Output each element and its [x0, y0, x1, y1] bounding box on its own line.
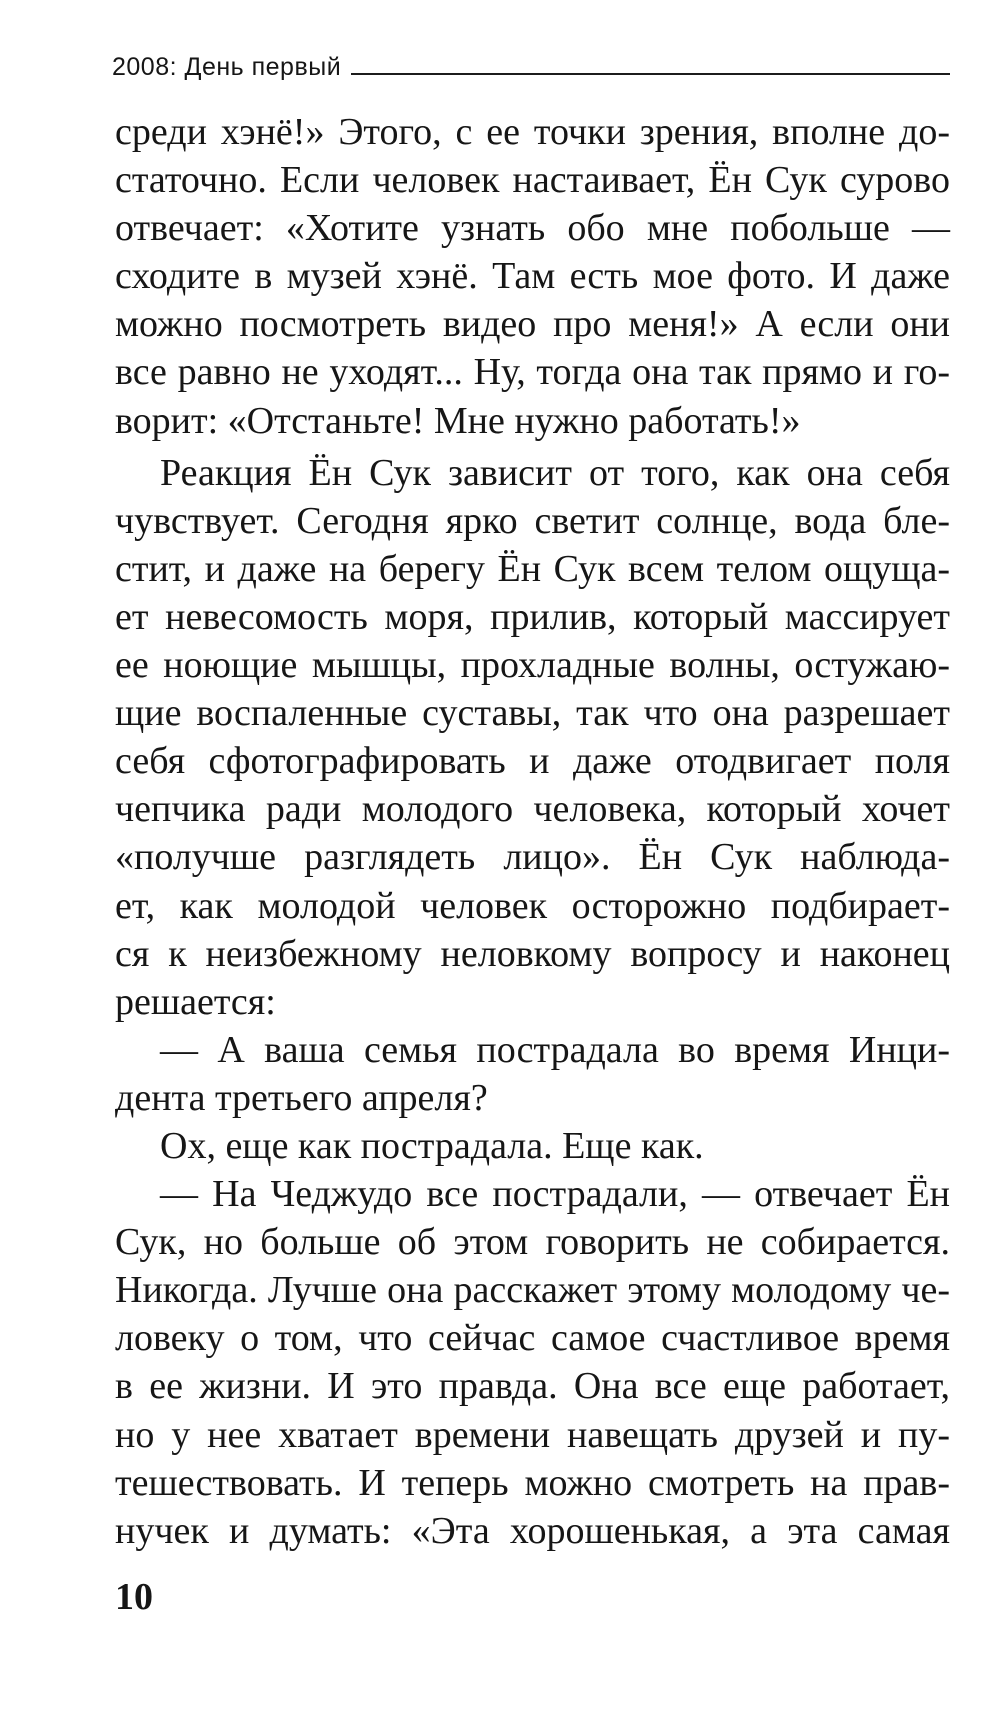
text-line: Никогда. Лучше она расскажет этому молодому че-	[115, 1269, 950, 1312]
text-line: ворит: «Отстаньте! Мне нужно работать!»	[115, 399, 801, 442]
text-line: тешествовать. И теперь можно смотреть на прав-	[115, 1461, 950, 1504]
text-line: Реакция Ён Сук зависит от того, как она себя	[160, 451, 950, 494]
running-header	[112, 46, 950, 86]
text-line: нучек и думать: «Эта хорошенькая, а эта самая	[115, 1509, 950, 1552]
page-number: 10	[115, 1576, 153, 1618]
text-line: щие воспаленные суставы, так что она разрешает	[115, 692, 950, 735]
text-line: среди хэнё!» Этого, с ее точки зрения, вполне до-	[115, 111, 950, 153]
text-line: чепчика ради молодого человека, который хочет	[115, 788, 950, 831]
text-line: в ее жизни. И это правда. Она все еще работает,	[115, 1365, 950, 1408]
text-line: ет, как молодой человек осторожно подбирает-	[115, 884, 950, 927]
text-line: ет невесомость моря, прилив, который массирует	[115, 595, 950, 638]
text-line: ся к неизбежному неловкому вопросу и наконец	[115, 932, 950, 975]
text-line: Сук, но больше об этом говорить не собирается.	[115, 1221, 950, 1264]
text-line: ее ноющие мышцы, прохладные волны, остужаю-	[115, 644, 950, 687]
text-line: все равно не уходят... Ну, тогда она так прямо и го-	[115, 351, 950, 394]
text-line: ловеку о том, что сейчас самое счастливое время	[115, 1317, 950, 1360]
dialogue-line: — А ваша семья пострадала во время Инци-	[160, 1028, 950, 1071]
text-line: чувствует. Сегодня ярко светит солнце, вода бле-	[115, 499, 950, 542]
text-line: можно посмотреть видео про меня!» А если они	[115, 303, 950, 346]
text-line: но у нее хватает времени навещать друзей и пу-	[115, 1413, 950, 1456]
text-line: себя сфотографировать и даже отодвигает поля	[115, 740, 950, 783]
text-line: Ох, еще как пострадала. Еще как.	[160, 1124, 704, 1167]
text-line: решается:	[115, 980, 276, 1023]
text-line: стит, и даже на берегу Ён Сук всем телом ощуща-	[115, 547, 950, 590]
page-body	[115, 108, 950, 1555]
dialogue-line: — На Чеджудо все пострадали, — отвечает Ён	[160, 1173, 950, 1216]
text-line: дента третьего апреля?	[115, 1076, 488, 1119]
text-line: отвечает: «Хотите узнать обо мне побольше —	[115, 207, 950, 250]
text-line: сходите в музей хэнё. Там есть мое фото. И даже	[115, 255, 950, 298]
text-line: статочно. Если человек настаивает, Ён Сук сурово	[115, 159, 950, 202]
running-title: 2008: День первый	[112, 53, 342, 81]
header-rule	[351, 73, 950, 75]
text-line: «получше разглядеть лицо». Ён Сук наблюда-	[115, 836, 950, 879]
